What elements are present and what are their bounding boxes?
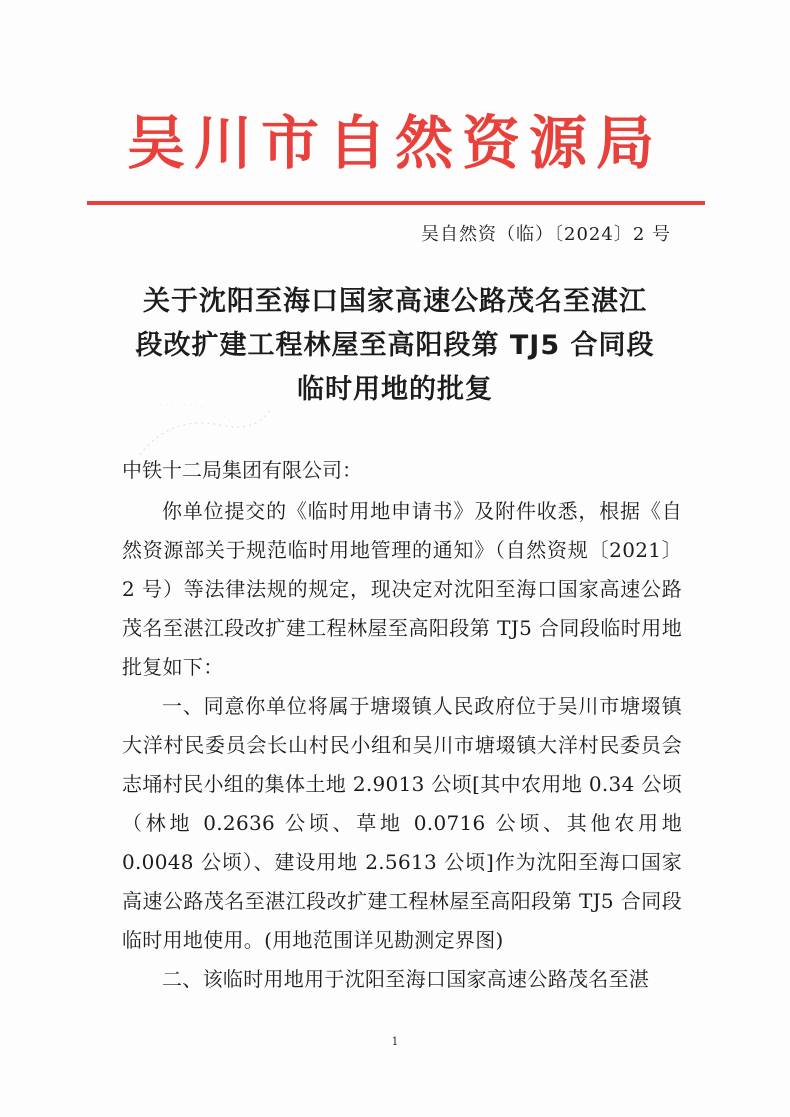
paragraph-item-2: 二、该临时用地用于沈阳至海口国家高速公路茂名至湛	[162, 967, 650, 991]
body-text	[122, 492, 682, 999]
paragraph-intro: 你单位提交的《临时用地申请书》及附件收悉，根据《自然资源部关于规范临时用地管理的通知》（自然资规〔2021〕2 号）等法律法规的规定，现决定对沈阳至海口国家高速公路茂名至湛江段改扩建工程林屋至高阳段第 TJ5 合同段临时用地批复如下：	[122, 499, 682, 679]
title-line-1: 关于沈阳至海口国家高速公路茂名至湛江	[143, 286, 647, 317]
red-header-rule	[87, 201, 705, 205]
addressee: 中铁十二局集团有限公司：	[122, 458, 362, 482]
page-number: 1	[391, 1035, 399, 1048]
paragraph-item-1: 一、同意你单位将属于塘㙍镇人民政府位于吴川市塘㙍镇大洋村民委员会长山村民小组和吴川市塘㙍镇大洋村民委员会志埇村民小组的集体土地 2.9013 公顷[其中农用地 0.34 公顷（林地 0.2636 公顷、草地 0.0716 公顷、其他农用地 0.0048 公顷）、建设用地 2.5613 公顷]作为沈阳至海口国家高速公路茂名至湛江段改扩建工程林屋至高阳段第 TJ5 合同段临时用地使用。(用地范围详见勘测定界图)	[122, 694, 682, 952]
title-line-2: 段改扩建工程林屋至高阳段第 TJ5 合同段	[135, 330, 655, 361]
title-line-3: 临时用地的批复	[297, 374, 493, 405]
issuing-organization-header: 吴川市自然资源局	[126, 109, 663, 177]
document-number: 吴自然资（临）〔2024〕2 号	[421, 224, 671, 245]
document-title	[80, 280, 710, 412]
